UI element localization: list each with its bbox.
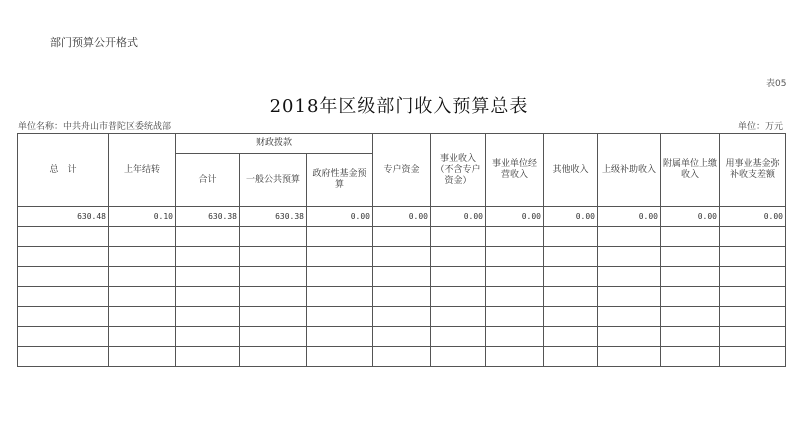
table-cell	[661, 347, 720, 367]
table-cell	[109, 247, 176, 267]
table-body	[18, 207, 786, 367]
table-cell	[431, 307, 486, 327]
table-cell	[661, 307, 720, 327]
table-cell	[109, 347, 176, 367]
table-cell	[240, 247, 307, 267]
table-cell	[240, 347, 307, 367]
table-cell	[176, 307, 240, 327]
table-row	[18, 327, 786, 347]
form-code: 表05	[766, 79, 787, 89]
table-header	[18, 134, 786, 207]
table-cell	[598, 327, 661, 347]
table-cell	[307, 327, 373, 347]
table-cell	[544, 347, 598, 367]
table-cell	[544, 307, 598, 327]
header-fiscal-total: 合计	[176, 154, 240, 207]
table-cell	[18, 247, 109, 267]
unit-label: 单位：万元	[738, 122, 784, 132]
header-operating-income: 事业单位经营收入	[486, 134, 544, 207]
table-cell: 0.00	[431, 207, 486, 227]
table-cell: 0.00	[598, 207, 661, 227]
table-cell	[486, 307, 544, 327]
table-cell	[307, 227, 373, 247]
table-cell	[544, 287, 598, 307]
table-row	[18, 287, 786, 307]
table-row	[18, 227, 786, 247]
table-cell	[18, 327, 109, 347]
table-cell: 630.48	[18, 207, 109, 227]
header-carryover: 上年结转	[109, 134, 176, 207]
table-row	[18, 267, 786, 287]
table-cell	[431, 247, 486, 267]
table-cell: 630.38	[176, 207, 240, 227]
table-cell	[431, 287, 486, 307]
table-cell	[598, 227, 661, 247]
table-cell	[431, 267, 486, 287]
table-cell	[18, 267, 109, 287]
table-cell	[109, 267, 176, 287]
table-cell	[373, 247, 431, 267]
table-cell: 0.00	[307, 207, 373, 227]
table-cell	[431, 227, 486, 247]
header-affiliated-income: 附属单位上缴收入	[661, 134, 720, 207]
page-title: 2018年区级部门收入预算总表	[269, 96, 529, 117]
table-cell	[18, 287, 109, 307]
table-cell: 0.00	[544, 207, 598, 227]
table-cell	[109, 327, 176, 347]
table-cell	[18, 307, 109, 327]
table-cell	[373, 307, 431, 327]
table-cell	[720, 227, 786, 247]
table-cell	[486, 247, 544, 267]
table-cell	[486, 287, 544, 307]
table-row	[18, 347, 786, 367]
document-caption: 部门预算公开格式	[50, 36, 138, 49]
table-cell	[373, 327, 431, 347]
table-cell	[598, 287, 661, 307]
table-cell	[486, 227, 544, 247]
table-cell	[240, 287, 307, 307]
table-cell	[486, 267, 544, 287]
table-cell	[720, 267, 786, 287]
header-subsidy-income: 上级补助收入	[598, 134, 661, 207]
table-row	[18, 207, 786, 227]
table-cell	[240, 307, 307, 327]
table-cell	[373, 347, 431, 367]
table-cell	[176, 227, 240, 247]
table-cell	[431, 327, 486, 347]
header-total: 总 计	[18, 134, 109, 207]
table-cell	[373, 227, 431, 247]
table-cell	[720, 327, 786, 347]
table-cell	[720, 287, 786, 307]
table-cell	[431, 347, 486, 367]
header-general-budget: 一般公共预算	[240, 154, 307, 207]
table-cell	[544, 227, 598, 247]
header-gov-fund: 政府性基金预算	[307, 154, 373, 207]
table-cell	[109, 307, 176, 327]
table-cell	[486, 347, 544, 367]
table-cell	[598, 347, 661, 367]
table-cell	[307, 347, 373, 367]
table-cell	[176, 347, 240, 367]
table-cell: 0.00	[661, 207, 720, 227]
table-cell	[109, 227, 176, 247]
table-row	[18, 247, 786, 267]
table-cell	[598, 247, 661, 267]
table-cell	[544, 327, 598, 347]
table-cell	[720, 307, 786, 327]
table-cell	[373, 267, 431, 287]
header-fiscal-group: 财政拨款	[176, 134, 373, 154]
header-fund-balance: 用事业基金弥补收支差额	[720, 134, 786, 207]
table-cell	[661, 327, 720, 347]
table-cell	[598, 307, 661, 327]
table-cell	[307, 287, 373, 307]
table-cell	[176, 327, 240, 347]
table-cell	[240, 267, 307, 287]
header-other-income: 其他收入	[544, 134, 598, 207]
table-cell	[598, 267, 661, 287]
table-cell	[720, 247, 786, 267]
table-cell: 0.00	[373, 207, 431, 227]
table-cell	[176, 247, 240, 267]
table-cell	[661, 227, 720, 247]
table-cell	[109, 287, 176, 307]
table-cell	[373, 287, 431, 307]
table-cell	[661, 247, 720, 267]
budget-table	[17, 133, 786, 367]
table-cell	[486, 327, 544, 347]
table-cell	[720, 347, 786, 367]
header-special-fund: 专户资金	[373, 134, 431, 207]
table-cell	[307, 267, 373, 287]
unit-name: 单位名称：中共舟山市普陀区委统战部	[18, 122, 172, 132]
table-cell	[544, 267, 598, 287]
table-cell	[544, 247, 598, 267]
table-cell: 0.00	[720, 207, 786, 227]
table-cell	[661, 287, 720, 307]
table-cell: 0.00	[486, 207, 544, 227]
table-cell	[18, 347, 109, 367]
table-cell	[176, 287, 240, 307]
table-cell	[240, 227, 307, 247]
header-business-income: 事业收入（不含专户资金）	[431, 134, 486, 207]
table-cell	[176, 267, 240, 287]
table-cell	[307, 307, 373, 327]
table-cell	[240, 327, 307, 347]
table-cell	[307, 247, 373, 267]
table-row	[18, 307, 786, 327]
table-cell: 0.10	[109, 207, 176, 227]
table-cell	[661, 267, 720, 287]
table-cell	[18, 227, 109, 247]
table-cell: 630.38	[240, 207, 307, 227]
